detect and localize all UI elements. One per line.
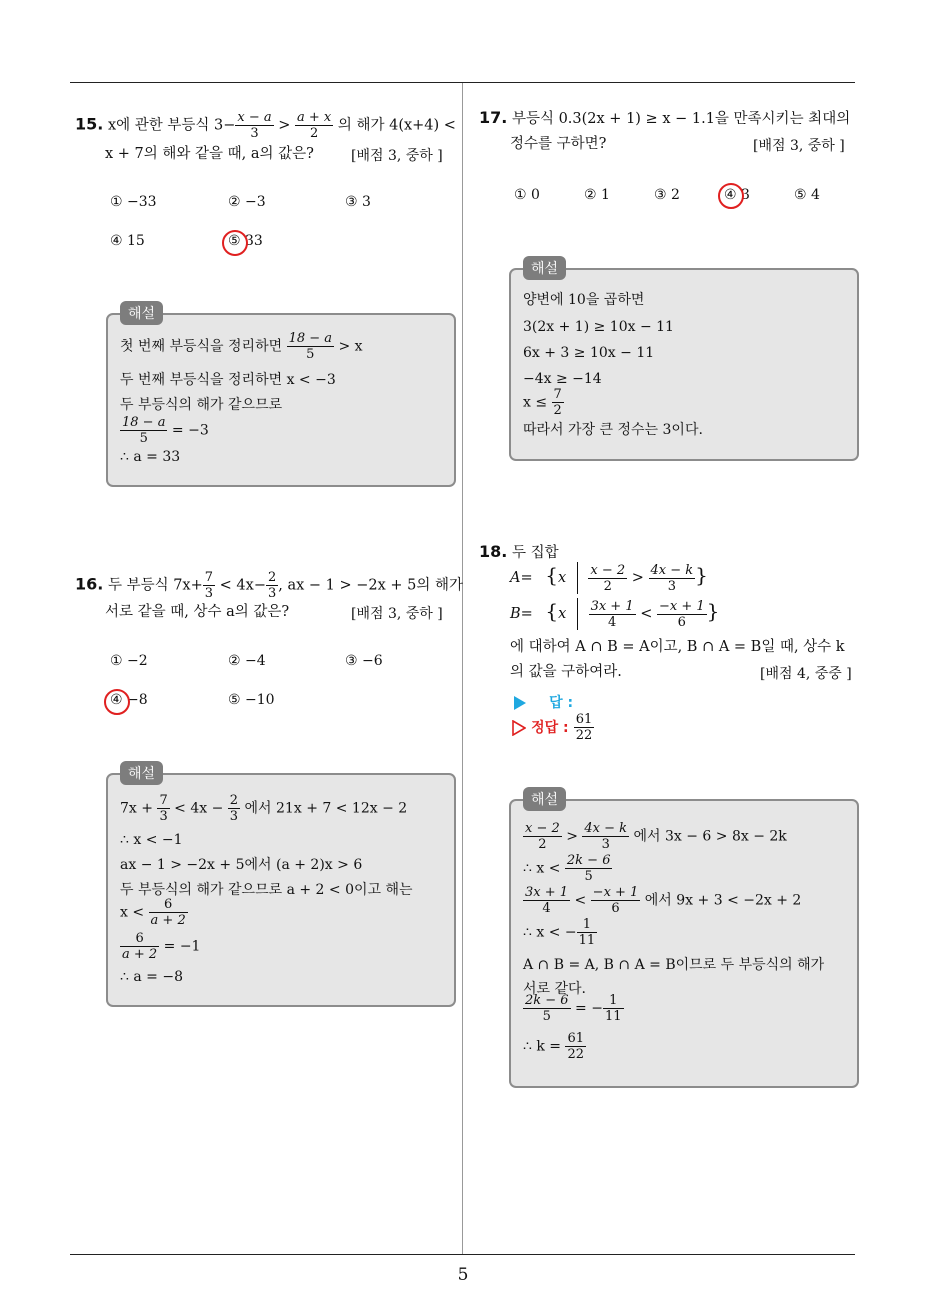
q17-answer-circle bbox=[718, 183, 744, 209]
q16-sol-line5: x < $\frac{6}{a + 2}$ bbox=[120, 897, 186, 928]
q18-answer-row[interactable] bbox=[514, 692, 573, 712]
q16-number: 16. bbox=[75, 574, 104, 594]
q18-sol-line6: 서로 같다. bbox=[523, 981, 586, 997]
play-arrow-icon bbox=[514, 696, 526, 710]
q18-sol-line8: ∴ k = $\frac{61}{22}$ bbox=[523, 1031, 585, 1062]
q15-choice-2[interactable]: ② −3 bbox=[228, 194, 266, 210]
q17-choice-5[interactable]: ⑤ 4 bbox=[794, 187, 820, 203]
q15-choice-5[interactable]: ⑤ 33 bbox=[228, 233, 263, 249]
q18-meta: [배점 4, 중중 ] bbox=[760, 666, 852, 682]
q17-line1: 17. 부등식 0.3(2x + 1) ≥ x − 1.1을 만족시키는 최대의 bbox=[479, 108, 851, 127]
column-divider bbox=[462, 83, 463, 1255]
q18-sol-line1: $\frac{x - 2}{2}$ > $\frac{4x - k}{3}$ 에서 3x − 6 > 8x − 2k bbox=[525, 821, 787, 852]
q15-solution-tag: 해설 bbox=[120, 301, 163, 325]
q16-sol-line7: ∴ a = −8 bbox=[120, 969, 183, 985]
q15-line2: x + 7의 해와 같을 때, a의 값은? bbox=[105, 146, 314, 162]
q16-sol-line3: ax − 1 > −2x + 5에서 (a + 2)x > 6 bbox=[120, 857, 363, 873]
q16-sol-line2: ∴ x < −1 bbox=[120, 832, 183, 848]
q17-sol-line4: −4x ≥ −14 bbox=[523, 371, 602, 387]
q15-sol-line5: ∴ a = 33 bbox=[120, 449, 181, 465]
q16-solution-box bbox=[106, 773, 456, 1007]
q17-line2: 정수를 구하면? bbox=[510, 136, 607, 152]
q16-line1: 16. 두 부등식 7x+ $\frac{7}{3}$ < 4x− $\frac{2}{3}$ , ax − 1 > −2x + 5의 해가 bbox=[75, 570, 464, 601]
q16-choice-4[interactable]: ④ −8 bbox=[110, 692, 148, 708]
q15-choice-1[interactable]: ① −33 bbox=[110, 194, 157, 210]
q18-line5: 의 값을 구하여라. bbox=[510, 664, 622, 680]
q18-sol-line3: $\frac{3x + 1}{4}$ < $\frac{-x + 1}{6}$ 에서 9x + 3 < −2x + 2 bbox=[525, 885, 802, 916]
q15-frac2: $\frac{a + x}{2}$ bbox=[297, 110, 332, 141]
q18-correct-row bbox=[512, 712, 594, 743]
q16-line2: 서로 같을 때, 상수 a의 값은? bbox=[105, 604, 290, 620]
q17-choice-2[interactable]: ② 1 bbox=[584, 187, 610, 203]
q17-number: 17. bbox=[479, 108, 508, 127]
q16-answer-circle bbox=[104, 689, 130, 715]
q16-sol-line6: $\frac{6}{a + 2}$ = −1 bbox=[122, 931, 201, 962]
q18-solution-box bbox=[509, 799, 859, 1088]
q17-sol-line2: 3(2x + 1) ≥ 10x − 11 bbox=[523, 319, 674, 335]
q16-choice-3[interactable]: ③ −6 bbox=[345, 653, 383, 669]
q15-sol-line4: $\frac{18 - a}{5}$ = −3 bbox=[122, 415, 209, 446]
q18-line4: 에 대하여 A ∩ B = A이고, B ∩ A = B일 때, 상수 k bbox=[510, 639, 845, 655]
q18-correct-label: 정답 : bbox=[531, 720, 569, 736]
q16-sol-line4: 두 부등식의 해가 같으므로 a + 2 < 0이고 해는 bbox=[120, 882, 413, 898]
q18-correct-value: $\frac{61}{22}$ bbox=[575, 712, 593, 743]
q17-sol-line3: 6x + 3 ≥ 10x − 11 bbox=[523, 345, 655, 361]
q18-set-B: B= {x $\frac{3x + 1}{4}$ < $\frac{-x + 1}{6}$ } bbox=[510, 598, 720, 630]
q15-solution-box bbox=[106, 313, 456, 487]
q15-number: 15. bbox=[75, 114, 104, 134]
q18-set-A: A= {x $\frac{x - 2}{2}$ > $\frac{4x - k}{3}$ } bbox=[510, 562, 708, 594]
outline-arrow-icon bbox=[512, 720, 526, 736]
q15-meta: [배점 3, 중하 ] bbox=[351, 148, 443, 164]
q18-number: 18. bbox=[479, 542, 508, 561]
q16-choice-5[interactable]: ⑤ −10 bbox=[228, 692, 275, 708]
q16-choice-2[interactable]: ② −4 bbox=[228, 653, 266, 669]
q15-sol-line1: 첫 번째 부등식을 정리하면 $\frac{18 - a}{5}$ > x bbox=[120, 331, 363, 362]
q15-line1: 15. x에 관한 부등식 3− $\frac{x - a}{3}$ > $\frac{a + x}{2}$ 의 해가 4(x+4) < bbox=[75, 110, 456, 141]
q18-line1: 18. 두 집합 bbox=[479, 542, 559, 561]
q18-sol-line4: ∴ x < − $\frac{1}{11}$ bbox=[523, 917, 596, 948]
q17-choice-4[interactable]: ④ 3 bbox=[724, 187, 750, 203]
q15-choice-3[interactable]: ③ 3 bbox=[345, 194, 371, 210]
q17-choice-1[interactable]: ① 0 bbox=[514, 187, 540, 203]
q18-sol-line2: ∴ x < $\frac{2k - 6}{5}$ bbox=[523, 853, 611, 884]
q17-solution-tag: 해설 bbox=[523, 256, 566, 280]
q17-choice-3[interactable]: ③ 2 bbox=[654, 187, 680, 203]
bottom-rule bbox=[70, 1254, 855, 1255]
q15-sol-line2: 두 번째 부등식을 정리하면 x < −3 bbox=[120, 372, 336, 388]
q17-meta: [배점 3, 중하 ] bbox=[753, 138, 845, 154]
q17-solution-box bbox=[509, 268, 859, 461]
q16-choice-1[interactable]: ① −2 bbox=[110, 653, 148, 669]
q17-sol-line1: 양변에 10을 곱하면 bbox=[523, 292, 645, 308]
q15-sol-line3: 두 부등식의 해가 같으므로 bbox=[120, 397, 283, 413]
q15-choice-4[interactable]: ④ 15 bbox=[110, 233, 145, 249]
q18-answer-label: 답 : bbox=[549, 695, 574, 711]
q17-sol-line6: 따라서 가장 큰 정수는 3이다. bbox=[523, 422, 703, 438]
q15-frac1: $\frac{x - a}{3}$ bbox=[237, 110, 272, 141]
q17-sol-line5: x ≤ $\frac{7}{2}$ bbox=[523, 387, 562, 418]
q18-solution-tag: 해설 bbox=[523, 787, 566, 811]
q15-answer-circle bbox=[222, 230, 248, 256]
q16-meta: [배점 3, 중하 ] bbox=[351, 606, 443, 622]
page-number: 5 bbox=[457, 1265, 469, 1285]
q18-sol-line5: A ∩ B = A, B ∩ A = B이므로 두 부등식의 해가 bbox=[523, 957, 825, 973]
q16-solution-tag: 해설 bbox=[120, 761, 163, 785]
q15-text: x에 관한 부등식 3− bbox=[107, 117, 236, 134]
q16-sol-line1: 7x + $\frac{7}{3}$ < 4x − $\frac{2}{3}$ 에서 21x + 7 < 12x − 2 bbox=[120, 793, 408, 824]
q18-sol-line7: $\frac{2k - 6}{5}$ = − $\frac{1}{11}$ bbox=[525, 993, 622, 1024]
